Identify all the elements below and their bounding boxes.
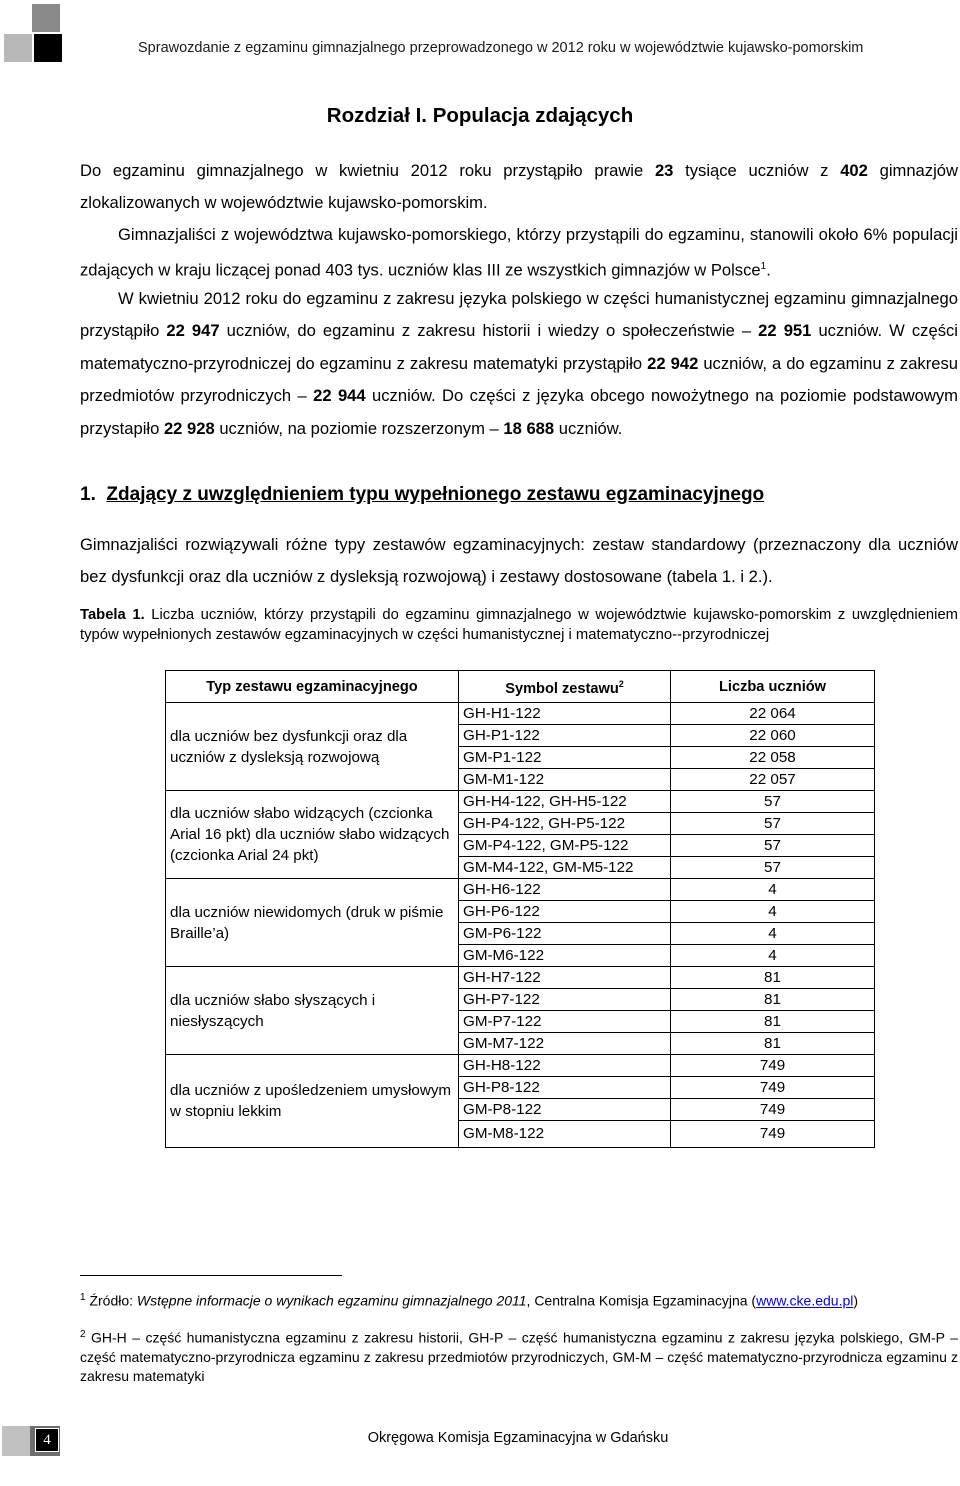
student-count-cell: 81 bbox=[671, 967, 875, 989]
set-symbol-cell: GH-H8-122 bbox=[459, 1055, 671, 1077]
header-deco-square bbox=[34, 34, 62, 62]
set-symbol-cell: GH-H7-122 bbox=[459, 967, 671, 989]
header-deco-square bbox=[32, 4, 60, 32]
student-count-cell: 22 064 bbox=[671, 703, 875, 725]
chapter-title: Rozdział I. Populacja zdających bbox=[326, 104, 634, 127]
table-caption: Tabela 1. Liczba uczniów, którzy przystąpili do egzaminu gimnazjalnego w województwie kujawsko-pomorskim z uwzględnieniem typów wypełnionych zestawów egzaminacyjnych w części humanistycznej i matematyczno--przyrodniczej bbox=[80, 607, 958, 643]
set-symbol-cell: GM-M7-122 bbox=[459, 1033, 671, 1055]
page-number: 4 bbox=[35, 1428, 59, 1452]
table-header-row bbox=[166, 671, 875, 703]
set-type-cell: dla uczniów z upośledzeniem umysłowym w stopniu lekkim bbox=[166, 1055, 459, 1148]
set-type-cell: dla uczniów słabo słyszących i niesłyszących bbox=[166, 967, 459, 1055]
student-count-cell: 4 bbox=[671, 923, 875, 945]
set-type-cell: dla uczniów bez dysfunkcji oraz dla uczniów z dysleksją rozwojową bbox=[166, 703, 459, 791]
student-count-cell: 749 bbox=[671, 1099, 875, 1121]
set-symbol-cell: GM-P4-122, GM-P5-122 bbox=[459, 835, 671, 857]
set-symbol-cell: GH-P1-122 bbox=[459, 725, 671, 747]
student-count-cell: 4 bbox=[671, 901, 875, 923]
header-type: Typ zestawu egzaminacyjnego bbox=[166, 671, 459, 703]
set-symbol-cell: GM-M6-122 bbox=[459, 945, 671, 967]
student-count-cell: 22 058 bbox=[671, 747, 875, 769]
set-symbol-cell: GH-H4-122, GH-H5-122 bbox=[459, 791, 671, 813]
student-count-cell: 749 bbox=[671, 1077, 875, 1099]
set-symbol-cell: GH-P8-122 bbox=[459, 1077, 671, 1099]
section-heading: 1. Zdający z uwzględnieniem typu wypełnionego zestawu egzaminacyjnego bbox=[80, 484, 765, 505]
student-count-cell: 57 bbox=[671, 835, 875, 857]
running-header: Sprawozdanie z egzaminu gimnazjalnego przeprowadzonego w 2012 roku w województwie kujawsko-pomorskim bbox=[138, 40, 864, 56]
set-type-cell: dla uczniów słabo widzących (czcionka Arial 16 pkt) dla uczniów słabo widzących (czcionka Arial 24 pkt) bbox=[166, 791, 459, 879]
paragraph-1: Do egzaminu gimnazjalnego w kwietniu 2012 roku przystąpiło prawie 23 tysiące uczniów z 402 gimnazjów zlokalizowanych w województwie kujawsko-pomorskim. bbox=[80, 161, 958, 212]
set-symbol-cell: GM-P8-122 bbox=[459, 1099, 671, 1121]
footnote-separator bbox=[80, 1275, 342, 1276]
header-symbol: Symbol zestawu$^2$ bbox=[459, 671, 671, 703]
cke-link[interactable]: www.cke.edu.pl bbox=[756, 1292, 854, 1309]
set-type-cell: dla uczniów niewidomych (druk w piśmie Braille’a) bbox=[166, 879, 459, 967]
footnote-2: $^2$ GH-H – część humanistyczna egzaminu z zakresu historii, GH-P – część humanistyczna egzaminu z zakresu języka polskiego, GM-P – część matematyczno-przyrodnicza egzaminu z zakresu przedmiotów przyrodniczych, GM-M – część matematyczno-przyrodnicza egzaminu z zakresu matematyki bbox=[80, 1329, 958, 1384]
section-paragraph: Gimnazjaliści rozwiązywali różne typy zestawów egzaminacyjnych: zestaw standardowy (przeznaczony dla uczniów bez dysfunkcji oraz dla uczniów z dysleksją rozwojową) i zestawy dostosowane (tabela 1. i 2.). bbox=[80, 535, 958, 586]
student-count-cell: 57 bbox=[671, 857, 875, 879]
header-count: Liczba uczniów bbox=[671, 671, 875, 703]
set-symbol-cell: GM-M8-122 bbox=[459, 1121, 671, 1148]
student-count-cell: 4 bbox=[671, 879, 875, 901]
set-symbol-cell: GH-H6-122 bbox=[459, 879, 671, 901]
table-row bbox=[166, 967, 875, 989]
set-symbol-cell: GH-P6-122 bbox=[459, 901, 671, 923]
student-count-cell: 57 bbox=[671, 813, 875, 835]
table-row bbox=[166, 703, 875, 725]
student-count-cell: 4 bbox=[671, 945, 875, 967]
paragraph-2: Gimnazjaliści z województwa kujawsko-pomorskiego, którzy przystąpili do egzaminu, stanowili około 6% populacji zdających w kraju liczącej ponad 403 tys. uczniów klas III ze wszystkich gimnazjów w Polsce$^1$. bbox=[80, 225, 958, 280]
set-symbol-cell: GM-P1-122 bbox=[459, 747, 671, 769]
table-row bbox=[166, 1055, 875, 1077]
paragraph-3: W kwietniu 2012 roku do egzaminu z zakresu języka polskiego w części humanistycznej egzaminu gimnazjalnego przystąpiło 22 947 uczniów, do egzaminu z zakresu historii i wiedzy o społeczeństwie – 22 951 uczniów. W części matematyczno-przyrodniczej do egzaminu z zakresu matematyki przystąpiło 22 942 uczniów, a do egzaminu z zakresu przedmiotów przyrodniczych – 22 944 uczniów. Do części z języka obcego nowożytnego na poziomie podstawowym przystapiło 22 928 uczniów, na poziomie rozszerzonym – 18 688 uczniów. bbox=[80, 289, 959, 438]
student-count-cell: 81 bbox=[671, 1033, 875, 1055]
set-symbol-cell: GM-P7-122 bbox=[459, 1011, 671, 1033]
student-count-cell: 749 bbox=[671, 1121, 875, 1148]
set-symbol-cell: GH-P7-122 bbox=[459, 989, 671, 1011]
table-row bbox=[166, 791, 875, 813]
student-count-cell: 81 bbox=[671, 1011, 875, 1033]
set-symbol-cell: GM-P6-122 bbox=[459, 923, 671, 945]
set-symbol-cell: GM-M1-122 bbox=[459, 769, 671, 791]
header-deco-square bbox=[4, 34, 32, 62]
student-count-cell: 22 057 bbox=[671, 769, 875, 791]
student-count-cell: 749 bbox=[671, 1055, 875, 1077]
set-symbol-cell: GM-M4-122, GM-M5-122 bbox=[459, 857, 671, 879]
set-symbol-cell: GH-H1-122 bbox=[459, 703, 671, 725]
student-count-cell: 22 060 bbox=[671, 725, 875, 747]
student-count-cell: 57 bbox=[671, 791, 875, 813]
exam-sets-table bbox=[165, 670, 875, 1148]
table-row bbox=[166, 879, 875, 901]
footnote-1: $^1$ Źródło: Wstępne informacje o wynikach egzaminu gimnazjalnego 2011, Centralna Komisja Egzaminacyjna (www.cke.edu.pl) bbox=[80, 1292, 859, 1309]
student-count-cell: 81 bbox=[671, 989, 875, 1011]
set-symbol-cell: GH-P4-122, GH-P5-122 bbox=[459, 813, 671, 835]
footer-institution: Okręgowa Komisja Egzaminacyjna w Gdańsku bbox=[367, 1430, 669, 1446]
